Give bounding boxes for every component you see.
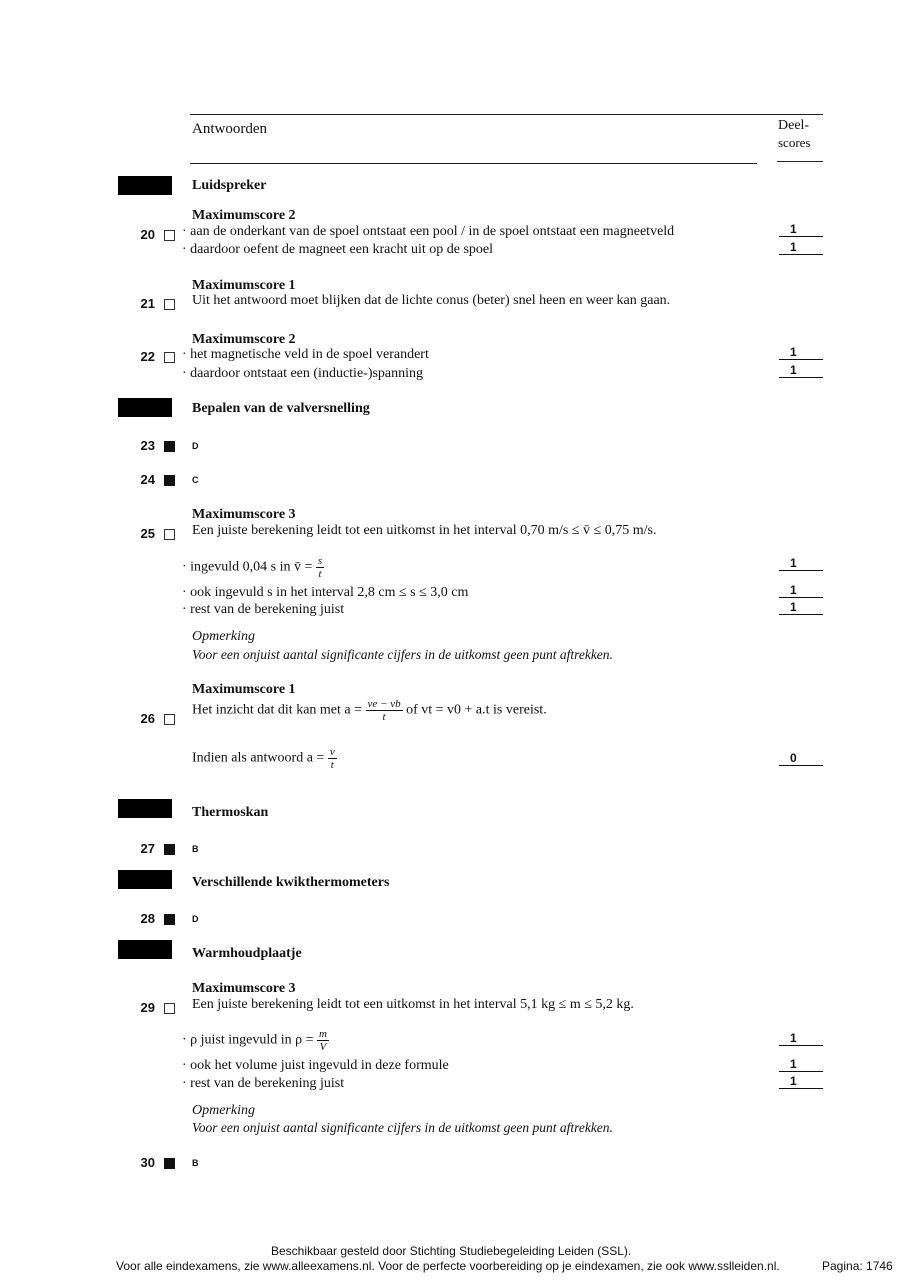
mc-question-box — [164, 844, 175, 855]
fraction: $\frac{v}{t}$ — [329, 746, 335, 771]
question-number: 30 — [140, 1155, 155, 1170]
open-question-box — [164, 1003, 175, 1014]
partial-score: 1 — [779, 1058, 823, 1072]
mc-question-box — [164, 475, 175, 486]
section-title: Warmhoudplaatje — [192, 946, 302, 961]
section-marker — [118, 799, 172, 818]
max-score: Maximumscore 2 — [192, 208, 296, 223]
partial-score: 1 — [779, 584, 823, 598]
partial-score: 1 — [779, 1032, 823, 1046]
mc-answer: B — [192, 844, 199, 854]
section-marker — [118, 940, 172, 959]
mc-answer: D — [192, 914, 199, 924]
question-number: 27 — [140, 841, 155, 856]
section-marker — [118, 870, 172, 889]
criterion: · aan de onderkant van de spoel ontstaat een pool / in de spoel ontstaat een magneetveld — [182, 224, 675, 239]
partial-score: 0 — [779, 752, 823, 766]
partial-score: 1 — [779, 601, 823, 615]
section-title: Luidspreker — [192, 178, 267, 193]
criterion: · rest van de berekening juist — [182, 1076, 345, 1091]
fraction: $\frac{m}{V}$ — [319, 1028, 327, 1053]
partial-score: 1 — [779, 241, 823, 255]
open-question-box — [164, 714, 175, 725]
open-question-box — [164, 230, 175, 241]
question-number: 22 — [140, 349, 155, 364]
criterion: Een juiste berekening leidt tot een uitkomst in het interval 5,1 kg ≤ m ≤ 5,2 kg. — [192, 997, 634, 1012]
header-top-rule — [190, 114, 823, 115]
criterion: · het magnetische veld in de spoel verandert — [182, 347, 429, 362]
scores-header-rule — [777, 161, 823, 162]
partial-score: 1 — [779, 346, 823, 360]
mc-question-box — [164, 1158, 175, 1169]
mc-answer: C — [192, 475, 199, 485]
criterion: · ook het volume juist ingevuld in deze formule — [182, 1058, 449, 1073]
partial-score: 1 — [779, 223, 823, 237]
criterion: · rest van de berekening juist — [182, 602, 345, 617]
max-score: Maximumscore 3 — [192, 981, 296, 996]
mc-question-box — [164, 441, 175, 452]
deel-heading: Deel- — [778, 118, 810, 133]
criterion: · daardoor ontstaat een (inductie-)spanning — [182, 366, 424, 381]
criterion: · ρ juist ingevuld in ρ = $\frac{m}{V}$ — [182, 1028, 327, 1053]
question-number: 20 — [140, 227, 155, 242]
page-number: Pagina: 1746 — [822, 1259, 893, 1273]
question-number: 25 — [140, 526, 155, 541]
fraction: $\frac{s}{t}$ — [317, 555, 323, 580]
fraction: $\frac{ve - vb}{t}$ — [367, 698, 401, 723]
criterion: · ingevuld 0,04 s in v̄ = $\frac{s}{t}$ — [182, 555, 323, 580]
header-bottom-rule — [190, 163, 757, 164]
max-score: Maximumscore 2 — [192, 332, 296, 347]
mc-answer: D — [192, 441, 199, 451]
open-question-box — [164, 529, 175, 540]
open-question-box — [164, 352, 175, 363]
partial-score: 1 — [779, 364, 823, 378]
question-number: 21 — [140, 296, 155, 311]
remark-text: Voor een onjuist aantal significante cijfers in de uitkomst geen punt aftrekken. — [192, 1120, 613, 1135]
max-score: Maximumscore 1 — [192, 278, 296, 293]
section-title: Verschillende kwikthermometers — [192, 875, 390, 890]
criterion: Indien als antwoord a = $\frac{v}{t}$ — [192, 746, 335, 771]
partial-score: 1 — [779, 1075, 823, 1089]
remark-title: Opmerking — [192, 1103, 255, 1118]
mc-answer: B — [192, 1158, 199, 1168]
max-score: Maximumscore 1 — [192, 682, 296, 697]
criterion: · ook ingevuld s in het interval 2,8 cm ≤ s ≤ 3,0 cm — [182, 585, 469, 600]
remark-text: Voor een onjuist aantal significante cijfers in de uitkomst geen punt aftrekken. — [192, 647, 613, 662]
footer-line-1: Beschikbaar gesteld door Stichting Studiebegeleiding Leiden (SSL). — [271, 1244, 632, 1258]
criterion: Het inzicht dat dit kan met a = $\frac{ve - vb}{t}$ of vt = v0 + a.t is vereist. — [192, 698, 547, 723]
section-title: Bepalen van de valversnelling — [192, 401, 370, 416]
remark-title: Opmerking — [192, 629, 255, 644]
max-score: Maximumscore 3 — [192, 507, 296, 522]
footer-line-2: Voor alle eindexamens, zie www.alleexamens.nl. Voor de perfecte voorbereiding op je eindexamen, zie ook www.sslleiden.nl. — [116, 1259, 780, 1273]
criterion: · daardoor oefent de magneet een kracht uit op de spoel — [182, 242, 493, 257]
section-marker — [118, 176, 172, 195]
criterion: Uit het antwoord moet blijken dat de lichte conus (beter) snel heen en weer kan gaan. — [192, 293, 671, 308]
question-number: 26 — [140, 711, 155, 726]
question-number: 24 — [140, 472, 155, 487]
question-number: 28 — [140, 911, 155, 926]
section-marker — [118, 398, 172, 417]
criterion: Een juiste berekening leidt tot een uitkomst in het interval 0,70 m/s ≤ v̄ ≤ 0,75 m/s. — [192, 523, 657, 538]
answers-heading: Antwoorden — [192, 121, 267, 137]
mc-question-box — [164, 914, 175, 925]
section-title: Thermoskan — [192, 805, 269, 820]
scores-heading: scores — [778, 135, 811, 150]
partial-score: 1 — [779, 557, 823, 571]
open-question-box — [164, 299, 175, 310]
question-number: 29 — [140, 1000, 155, 1015]
question-number: 23 — [140, 438, 155, 453]
